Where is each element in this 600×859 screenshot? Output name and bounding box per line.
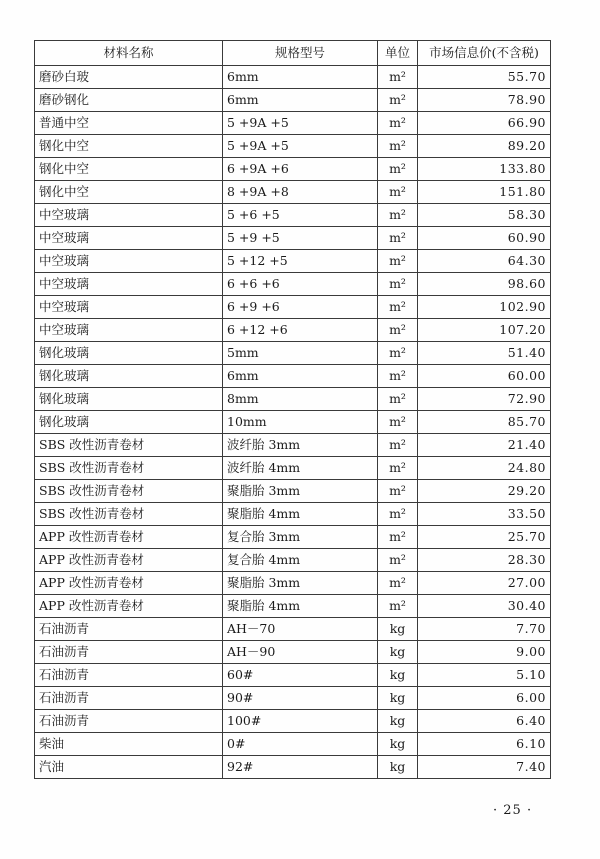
cell-unit: m²	[378, 66, 418, 89]
cell-spec-model: 5 +6 +5	[223, 204, 378, 227]
table-row	[35, 89, 551, 112]
cell-material-name: APP 改性沥青卷材	[35, 572, 223, 595]
cell-price: 151.80	[418, 181, 551, 204]
cell-spec-model: 复合胎 4mm	[223, 549, 378, 572]
table-row	[35, 158, 551, 181]
cell-material-name: 柴油	[35, 733, 223, 756]
cell-spec-model: 6mm	[223, 89, 378, 112]
table-row	[35, 687, 551, 710]
cell-spec-model: 聚脂胎 3mm	[223, 480, 378, 503]
table-row	[35, 549, 551, 572]
table-body	[35, 66, 551, 779]
cell-material-name: 石油沥青	[35, 687, 223, 710]
cell-unit: m²	[378, 204, 418, 227]
cell-unit: m²	[378, 342, 418, 365]
cell-spec-model: 波纤胎 4mm	[223, 457, 378, 480]
cell-material-name: 中空玻璃	[35, 204, 223, 227]
cell-unit: m²	[378, 319, 418, 342]
cell-unit: m²	[378, 595, 418, 618]
cell-unit: m²	[378, 365, 418, 388]
table-row	[35, 250, 551, 273]
cell-price: 72.90	[418, 388, 551, 411]
table-row	[35, 572, 551, 595]
cell-price: 6.40	[418, 710, 551, 733]
cell-spec-model: AH－90	[223, 641, 378, 664]
cell-spec-model: 8mm	[223, 388, 378, 411]
cell-spec-model: 6 +12 +6	[223, 319, 378, 342]
cell-price: 6.10	[418, 733, 551, 756]
cell-price: 5.10	[418, 664, 551, 687]
cell-material-name: 石油沥青	[35, 618, 223, 641]
table-row	[35, 296, 551, 319]
cell-unit: m²	[378, 112, 418, 135]
page-number: · 25 ·	[493, 803, 533, 818]
cell-spec-model: 6 +6 +6	[223, 273, 378, 296]
cell-price: 133.80	[418, 158, 551, 181]
table-row	[35, 66, 551, 89]
cell-unit: m²	[378, 457, 418, 480]
header-material-name: 材料名称	[35, 41, 223, 66]
cell-unit: m²	[378, 273, 418, 296]
table-row	[35, 526, 551, 549]
table-row	[35, 227, 551, 250]
table-row	[35, 411, 551, 434]
cell-spec-model: 90#	[223, 687, 378, 710]
cell-unit: m²	[378, 135, 418, 158]
cell-unit: m²	[378, 181, 418, 204]
cell-price: 28.30	[418, 549, 551, 572]
cell-unit: m²	[378, 480, 418, 503]
cell-unit: m²	[378, 434, 418, 457]
cell-material-name: 钢化玻璃	[35, 411, 223, 434]
cell-spec-model: 5 +9A +5	[223, 112, 378, 135]
cell-unit: kg	[378, 641, 418, 664]
cell-price: 6.00	[418, 687, 551, 710]
table-row	[35, 457, 551, 480]
cell-price: 7.40	[418, 756, 551, 779]
cell-material-name: 石油沥青	[35, 710, 223, 733]
cell-spec-model: 复合胎 3mm	[223, 526, 378, 549]
cell-spec-model: AH－70	[223, 618, 378, 641]
cell-spec-model: 波纤胎 3mm	[223, 434, 378, 457]
cell-unit: m²	[378, 158, 418, 181]
cell-unit: kg	[378, 710, 418, 733]
cell-material-name: 钢化中空	[35, 158, 223, 181]
cell-material-name: APP 改性沥青卷材	[35, 526, 223, 549]
table-row	[35, 618, 551, 641]
table-row	[35, 480, 551, 503]
cell-unit: m²	[378, 89, 418, 112]
cell-unit: m²	[378, 250, 418, 273]
cell-material-name: APP 改性沥青卷材	[35, 549, 223, 572]
cell-unit: kg	[378, 756, 418, 779]
table-row	[35, 135, 551, 158]
table-row	[35, 756, 551, 779]
cell-unit: m²	[378, 572, 418, 595]
cell-spec-model: 8 +9A +8	[223, 181, 378, 204]
cell-price: 21.40	[418, 434, 551, 457]
cell-material-name: 中空玻璃	[35, 250, 223, 273]
cell-unit: m²	[378, 411, 418, 434]
table-row	[35, 365, 551, 388]
cell-price: 85.70	[418, 411, 551, 434]
cell-spec-model: 100#	[223, 710, 378, 733]
cell-unit: kg	[378, 687, 418, 710]
cell-spec-model: 6 +9 +6	[223, 296, 378, 319]
cell-price: 7.70	[418, 618, 551, 641]
cell-spec-model: 60#	[223, 664, 378, 687]
table-row	[35, 664, 551, 687]
cell-unit: m²	[378, 296, 418, 319]
header-market-price: 市场信息价(不含税)	[418, 41, 551, 66]
table-row	[35, 503, 551, 526]
table-row	[35, 388, 551, 411]
cell-unit: m²	[378, 549, 418, 572]
cell-price: 27.00	[418, 572, 551, 595]
cell-material-name: 中空玻璃	[35, 273, 223, 296]
cell-price: 107.20	[418, 319, 551, 342]
cell-spec-model: 92#	[223, 756, 378, 779]
cell-material-name: 石油沥青	[35, 641, 223, 664]
table-row	[35, 273, 551, 296]
cell-price: 66.90	[418, 112, 551, 135]
cell-material-name: 中空玻璃	[35, 319, 223, 342]
cell-spec-model: 5mm	[223, 342, 378, 365]
cell-material-name: 钢化玻璃	[35, 365, 223, 388]
cell-price: 55.70	[418, 66, 551, 89]
cell-material-name: 磨砂钢化	[35, 89, 223, 112]
table-row	[35, 641, 551, 664]
cell-spec-model: 0#	[223, 733, 378, 756]
cell-spec-model: 5 +9 +5	[223, 227, 378, 250]
cell-material-name: 钢化玻璃	[35, 342, 223, 365]
cell-unit: kg	[378, 618, 418, 641]
cell-unit: kg	[378, 664, 418, 687]
cell-price: 51.40	[418, 342, 551, 365]
cell-price: 58.30	[418, 204, 551, 227]
header-unit: 单位	[378, 41, 418, 66]
cell-unit: m²	[378, 526, 418, 549]
cell-spec-model: 聚脂胎 4mm	[223, 503, 378, 526]
cell-price: 78.90	[418, 89, 551, 112]
cell-material-name: SBS 改性沥青卷材	[35, 480, 223, 503]
table-row	[35, 319, 551, 342]
cell-material-name: 钢化中空	[35, 135, 223, 158]
table-row	[35, 733, 551, 756]
cell-spec-model: 聚脂胎 3mm	[223, 572, 378, 595]
table-row	[35, 595, 551, 618]
cell-price: 89.20	[418, 135, 551, 158]
material-price-table	[34, 40, 551, 779]
cell-material-name: SBS 改性沥青卷材	[35, 503, 223, 526]
cell-price: 29.20	[418, 480, 551, 503]
table-row	[35, 112, 551, 135]
cell-material-name: 中空玻璃	[35, 296, 223, 319]
table-header-row	[35, 41, 551, 66]
cell-price: 98.60	[418, 273, 551, 296]
cell-price: 102.90	[418, 296, 551, 319]
cell-price: 9.00	[418, 641, 551, 664]
table-row	[35, 434, 551, 457]
header-spec-model: 规格型号	[223, 41, 378, 66]
table-row	[35, 710, 551, 733]
cell-material-name: 中空玻璃	[35, 227, 223, 250]
cell-spec-model: 聚脂胎 4mm	[223, 595, 378, 618]
cell-spec-model: 5 +9A +5	[223, 135, 378, 158]
table-row	[35, 181, 551, 204]
cell-price: 60.00	[418, 365, 551, 388]
cell-material-name: 普通中空	[35, 112, 223, 135]
cell-price: 60.90	[418, 227, 551, 250]
cell-price: 64.30	[418, 250, 551, 273]
cell-spec-model: 6 +9A +6	[223, 158, 378, 181]
cell-material-name: SBS 改性沥青卷材	[35, 457, 223, 480]
cell-material-name: APP 改性沥青卷材	[35, 595, 223, 618]
table-row	[35, 204, 551, 227]
cell-material-name: 石油沥青	[35, 664, 223, 687]
cell-unit: m²	[378, 503, 418, 526]
cell-material-name: 汽油	[35, 756, 223, 779]
cell-spec-model: 10mm	[223, 411, 378, 434]
cell-material-name: 钢化中空	[35, 181, 223, 204]
cell-unit: m²	[378, 388, 418, 411]
cell-price: 30.40	[418, 595, 551, 618]
cell-spec-model: 6mm	[223, 66, 378, 89]
cell-price: 24.80	[418, 457, 551, 480]
cell-spec-model: 5 +12 +5	[223, 250, 378, 273]
cell-price: 25.70	[418, 526, 551, 549]
cell-material-name: 钢化玻璃	[35, 388, 223, 411]
cell-material-name: SBS 改性沥青卷材	[35, 434, 223, 457]
cell-spec-model: 6mm	[223, 365, 378, 388]
cell-unit: m²	[378, 227, 418, 250]
table-row	[35, 342, 551, 365]
cell-unit: kg	[378, 733, 418, 756]
cell-price: 33.50	[418, 503, 551, 526]
cell-material-name: 磨砂白玻	[35, 66, 223, 89]
